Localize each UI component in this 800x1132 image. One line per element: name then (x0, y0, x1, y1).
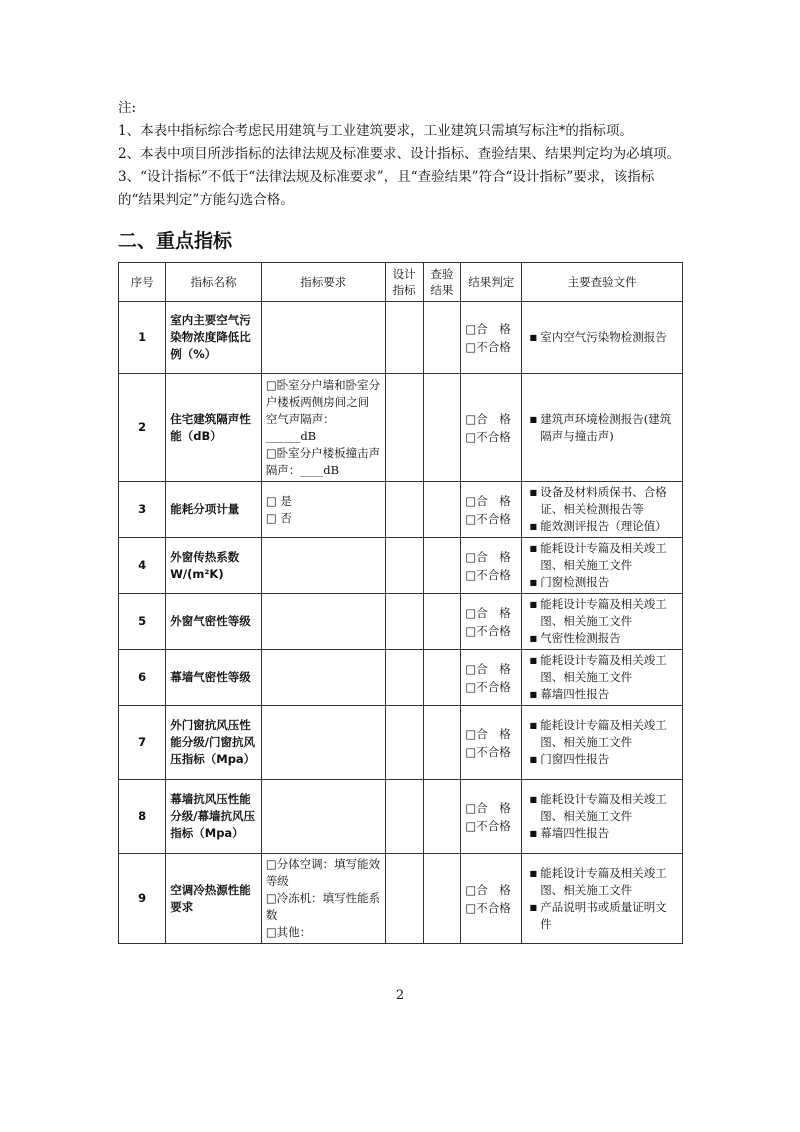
pass-checkbox[interactable]: □合 格 (465, 493, 511, 508)
header-design: 设计指标 (385, 263, 423, 302)
square-bullet-icon: ■ (529, 600, 538, 609)
row-number: 4 (119, 538, 166, 594)
document-text: 室内空气污染物检测报告 (540, 330, 667, 344)
note-line-1: 1、本表中指标综合考虑民用建筑与工业建筑要求，工业建筑只需填写标注*的指标项。 (118, 123, 633, 139)
document-item (526, 686, 678, 703)
table-row (119, 482, 683, 538)
document-item (526, 751, 678, 768)
fail-checkbox[interactable]: □不合格 (465, 900, 511, 915)
table-row (119, 538, 683, 594)
inspection-result-cell[interactable] (423, 650, 461, 706)
result-judgement (461, 538, 522, 594)
note-line-2: 2、本表中项目所涉指标的法律法规及标准要求、设计指标、查验结果、结果判定均为必填项。 (118, 146, 681, 162)
square-bullet-icon: ■ (529, 578, 538, 587)
result-judgement (461, 854, 522, 944)
key-indicators-table (118, 262, 683, 944)
row-number: 8 (119, 780, 166, 854)
document-item (526, 630, 678, 647)
indicator-requirement (261, 302, 385, 374)
square-bullet-icon: ■ (529, 795, 538, 804)
table-row (119, 302, 683, 374)
row-number: 7 (119, 706, 166, 780)
row-number: 5 (119, 594, 166, 650)
square-bullet-icon: ■ (529, 902, 538, 912)
table-row (119, 780, 683, 854)
indicator-name: 幕墙气密性等级 (166, 650, 262, 706)
square-bullet-icon: ■ (529, 656, 538, 665)
square-bullet-icon: ■ (529, 690, 538, 699)
indicator-requirement (261, 374, 385, 482)
square-bullet-icon: ■ (529, 414, 538, 424)
requirement-line[interactable]: □卧室分户墙和卧室分户楼板两侧房间之间空气声隔声：______dB (265, 377, 381, 443)
document-item (526, 411, 678, 445)
document-item (526, 329, 678, 346)
inspection-documents (522, 374, 683, 482)
indicator-requirement (261, 482, 385, 538)
indicator-name: 外窗传热系数W/(m²K) (166, 538, 262, 594)
design-value-cell[interactable] (385, 538, 423, 594)
row-number: 3 (119, 482, 166, 538)
header-no: 序号 (119, 263, 166, 302)
pass-checkbox[interactable]: □合 格 (465, 549, 511, 564)
document-item (526, 652, 678, 686)
design-value-cell[interactable] (385, 302, 423, 374)
square-bullet-icon: ■ (529, 721, 538, 730)
fail-checkbox[interactable]: □不合格 (465, 429, 511, 444)
requirement-line[interactable]: □卧室分户楼板撞击声隔声：____dB (265, 445, 381, 477)
document-item (526, 717, 678, 751)
requirement-line[interactable]: □冷冻机：填写性能系数 (265, 891, 381, 922)
square-bullet-icon: ■ (529, 522, 538, 531)
header-requirement: 指标要求 (261, 263, 385, 302)
design-value-cell[interactable] (385, 650, 423, 706)
document-text: 能耗设计专篇及相关竣工图、相关施工文件 (540, 865, 667, 897)
result-judgement (461, 482, 522, 538)
indicator-name: 外门窗抗风压性能分级/门窗抗风压指标（Mpa） (166, 706, 262, 780)
indicator-requirement (261, 594, 385, 650)
result-judgement (461, 302, 522, 374)
document-text: 建筑声环境检测报告(建筑隔声与撞击声) (540, 411, 672, 443)
requirement-line[interactable]: □ 否 (265, 510, 292, 525)
document-item (526, 484, 678, 518)
document-item (526, 574, 678, 591)
square-bullet-icon: ■ (529, 634, 538, 643)
document-text: 设备及材料质保书、合格证、相关检测报告等 (540, 485, 667, 516)
inspection-documents (522, 594, 683, 650)
table-row (119, 374, 683, 482)
design-value-cell[interactable] (385, 854, 423, 944)
row-number: 2 (119, 374, 166, 482)
result-judgement (461, 650, 522, 706)
inspection-result-cell[interactable] (423, 854, 461, 944)
inspection-documents (522, 650, 683, 706)
header-name: 指标名称 (166, 263, 262, 302)
inspection-result-cell[interactable] (423, 706, 461, 780)
row-number: 9 (119, 854, 166, 944)
fail-checkbox[interactable]: □不合格 (465, 567, 511, 582)
section-title: 二、重点指标 (118, 230, 233, 252)
fail-checkbox[interactable]: □不合格 (465, 744, 511, 759)
header-documents: 主要查验文件 (522, 263, 683, 302)
square-bullet-icon: ■ (529, 868, 538, 878)
design-value-cell[interactable] (385, 594, 423, 650)
document-text: 幕墙四性报告 (540, 687, 610, 701)
row-number: 1 (119, 302, 166, 374)
square-bullet-icon: ■ (529, 829, 538, 838)
design-value-cell[interactable] (385, 780, 423, 854)
indicator-name: 室内主要空气污染物浓度降低比例（%） (166, 302, 262, 374)
square-bullet-icon: ■ (529, 544, 538, 553)
fail-checkbox[interactable]: □不合格 (465, 511, 511, 526)
pass-checkbox[interactable]: □合 格 (465, 661, 511, 676)
fail-checkbox[interactable]: □不合格 (465, 623, 511, 638)
inspection-documents (522, 302, 683, 374)
inspection-documents (522, 780, 683, 854)
pass-checkbox[interactable]: □合 格 (465, 605, 511, 620)
document-text: 能耗设计专篇及相关竣工图、相关施工文件 (540, 597, 667, 628)
table-row (119, 594, 683, 650)
indicator-name: 空调冷热源性能要求 (166, 854, 262, 944)
result-judgement (461, 706, 522, 780)
inspection-result-cell[interactable] (423, 482, 461, 538)
indicator-name: 住宅建筑隔声性能（dB） (166, 374, 262, 482)
requirement-line[interactable]: □ 是 (265, 493, 292, 508)
document-item (526, 899, 678, 933)
pass-checkbox[interactable]: □合 格 (465, 321, 511, 336)
notes-block (118, 97, 688, 212)
indicator-name: 能耗分项计量 (166, 482, 262, 538)
header-inspection: 查验结果 (423, 263, 461, 302)
inspection-result-cell[interactable] (423, 780, 461, 854)
requirement-line[interactable]: □其他： (265, 925, 312, 939)
document-text: 幕墙四性报告 (540, 826, 610, 840)
inspection-result-cell[interactable] (423, 302, 461, 374)
document-item (526, 518, 678, 535)
table-row (119, 650, 683, 706)
note-line-3: 3、“设计指标”不低于“法律法规及标准要求”，且“查验结果”符合“设计指标”要求，该指标的“结果判定”方能勾选合格。 (118, 169, 655, 208)
notes-heading: 注: (118, 100, 137, 116)
document-item (526, 865, 678, 899)
header-judgement: 结果判定 (461, 263, 522, 302)
inspection-documents (522, 706, 683, 780)
page-number: 2 (395, 988, 405, 1003)
fail-checkbox[interactable]: □不合格 (465, 339, 511, 354)
table-header-row (119, 263, 683, 302)
indicator-name: 外窗气密性等级 (166, 594, 262, 650)
inspection-documents (522, 482, 683, 538)
square-bullet-icon: ■ (529, 755, 538, 764)
inspection-result-cell[interactable] (423, 538, 461, 594)
result-judgement (461, 374, 522, 482)
pass-checkbox[interactable]: □合 格 (465, 800, 511, 815)
document-text: 门窗检测报告 (540, 575, 610, 589)
square-bullet-icon: ■ (529, 333, 538, 342)
document-text: 能耗设计专篇及相关竣工图、相关施工文件 (540, 792, 667, 823)
document-text: 能耗设计专篇及相关竣工图、相关施工文件 (540, 653, 667, 684)
inspection-result-cell[interactable] (423, 594, 461, 650)
document-text: 门窗四性报告 (540, 752, 610, 766)
indicator-requirement (261, 854, 385, 944)
indicator-requirement (261, 650, 385, 706)
pass-checkbox[interactable]: □合 格 (465, 882, 511, 897)
document-item (526, 791, 678, 825)
document-item (526, 825, 678, 842)
indicator-requirement (261, 706, 385, 780)
result-judgement (461, 594, 522, 650)
indicator-name: 幕墙抗风压性能分级/幕墙抗风压指标（Mpa） (166, 780, 262, 854)
fail-checkbox[interactable]: □不合格 (465, 818, 511, 833)
inspection-documents (522, 538, 683, 594)
requirement-line[interactable]: □分体空调：填写能效等级 (265, 857, 381, 888)
inspection-result-cell[interactable] (423, 374, 461, 482)
pass-checkbox[interactable]: □合 格 (465, 726, 511, 741)
document-text: 能效测评报告（理论值） (540, 519, 667, 533)
document-text: 能耗设计专篇及相关竣工图、相关施工文件 (540, 718, 667, 749)
document-text: 产品说明书或质量证明文件 (540, 899, 667, 931)
table-row (119, 706, 683, 780)
indicator-requirement (261, 538, 385, 594)
indicator-requirement (261, 780, 385, 854)
design-value-cell[interactable] (385, 482, 423, 538)
document-text: 气密性检测报告 (540, 631, 621, 645)
document-item (526, 596, 678, 630)
inspection-documents (522, 854, 683, 944)
design-value-cell[interactable] (385, 706, 423, 780)
square-bullet-icon: ■ (529, 488, 538, 497)
pass-checkbox[interactable]: □合 格 (465, 411, 511, 426)
fail-checkbox[interactable]: □不合格 (465, 679, 511, 694)
result-judgement (461, 780, 522, 854)
design-value-cell[interactable] (385, 374, 423, 482)
document-item (526, 540, 678, 574)
document-text: 能耗设计专篇及相关竣工图、相关施工文件 (540, 541, 667, 572)
table-row (119, 854, 683, 944)
row-number: 6 (119, 650, 166, 706)
